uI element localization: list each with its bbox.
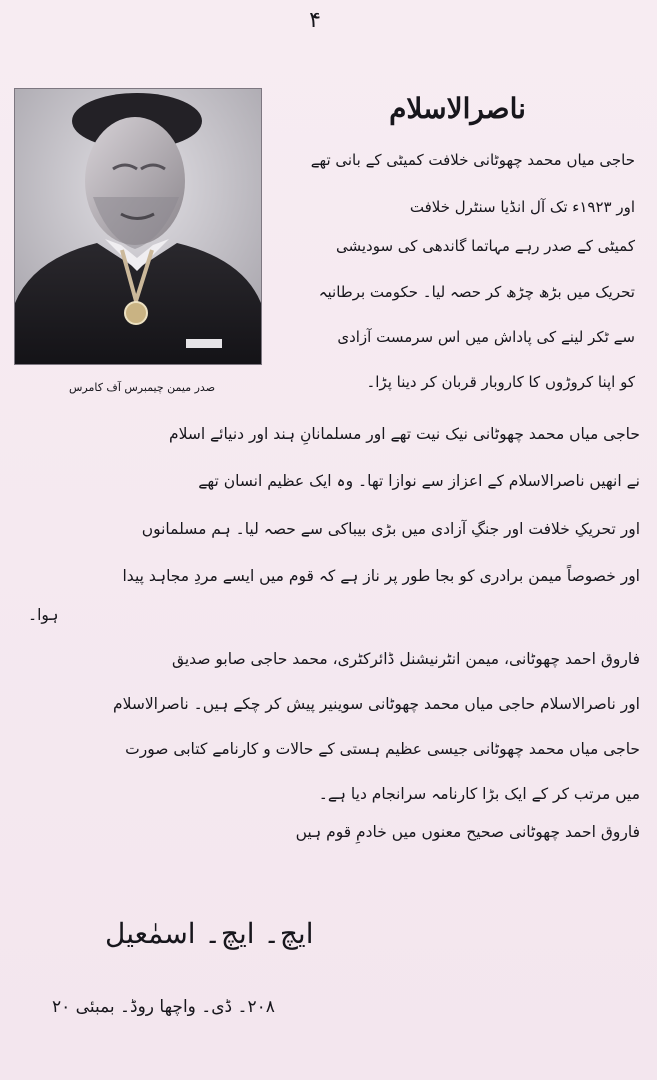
page-number: ۴ <box>309 8 321 33</box>
bio-intro-line: کمیٹی کے صدر رہے مہاتما گاندھی کی سودیشی <box>335 237 635 255</box>
body-line: فاروق احمد چھوٹانی، میمن انٹرنیشنل ڈائرکٹری، محمد حاجی صابو صدیق <box>171 650 640 668</box>
bio-intro-line: تحریک میں بڑھ چڑھ کر حصہ لیا۔ حکومت برطانیہ <box>318 283 635 301</box>
bio-intro-line: کو اپنا کروڑوں کا کاروبار قربان کر دینا پڑا۔ <box>366 373 635 391</box>
body-line: حاجی میاں محمد چھوٹانی نیک نیت تھے اور مسلمانانِ ہند اور دنیائے اسلام <box>168 425 640 443</box>
bio-intro-line: حاجی میاں محمد چھوٹانی خلافت کمیٹی کے بانی تھے <box>310 151 635 169</box>
body-line: فاروق احمد چھوٹانی صحیح معنوں میں خادمِ قوم ہیں <box>295 823 640 841</box>
body-line: اور تحریکِ خلافت اور جنگِ آزادی میں بڑی بیباکی سے حصہ لیا۔ ہم مسلمانوں <box>141 520 640 538</box>
body-line: ہوا۔ <box>28 606 59 624</box>
bio-intro-line: سے ٹکر لینے کی پاداش میں اس سرمست آزادی <box>337 328 635 346</box>
body-line: حاجی میاں محمد چھوٹانی جیسی عظیم ہستی کے حالات و کارنامے کتابی صورت <box>125 740 640 758</box>
body-line: اور ناصرالاسلام حاجی میاں محمد چھوٹانی سوینیر پیش کر چکے ہیں۔ ناصرالاسلام <box>113 695 640 713</box>
body-line: میں مرتب کر کے ایک بڑا کارنامہ سرانجام دیا ہے۔ <box>318 785 640 803</box>
portrait-illustration <box>15 89 261 364</box>
page-title: ناصرالاسلام <box>389 92 526 125</box>
body-line: اور خصوصاً میمن برادری کو بجا طور پر ناز ہے کہ قوم میں ایسے مردِ مجاہد پیدا <box>122 567 640 585</box>
author-address: ۲۰۸۔ ڈی۔ واچھا روڈ۔ بمبئی ۲۰ <box>52 997 275 1017</box>
bio-intro-line: اور ۱۹۲۳ء تک آل انڈیا سنٹرل خلافت <box>409 198 635 216</box>
author-signature: ایچ۔ ایچ۔ اسمٰعیل <box>105 917 314 950</box>
portrait-photo <box>14 88 262 365</box>
body-line: نے انھیں ناصرالاسلام کے اعزاز سے نوازا تھا۔ وہ ایک عظیم انسان تھے <box>198 472 640 490</box>
photo-caption: صدر میمن چیمبرس آف کامرس <box>68 381 216 394</box>
